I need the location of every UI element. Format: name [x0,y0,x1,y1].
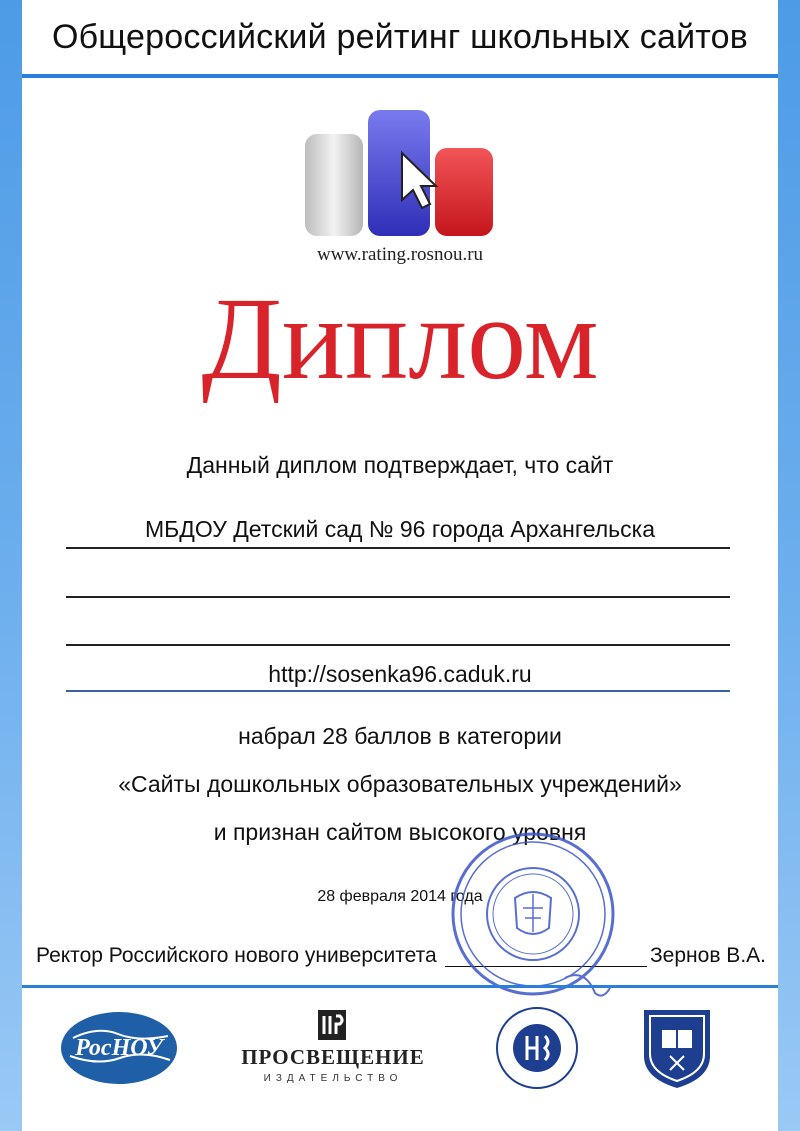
site-url: http://sosenka96.caduk.ru [268,661,532,687]
prosveshchenie-emblem-icon [318,1010,346,1040]
rosnou-logo-icon [58,1008,180,1088]
signatory-name: Зернов В.А. [650,944,766,967]
prosveshchenie-title: ПРОСВЕЩЕНИЕ [241,1045,425,1069]
site-name: МБДОУ Детский сад № 96 города Архангельска [144,516,656,542]
diploma-date: 28 февраля 2014 года [317,888,483,905]
rule-2 [66,596,730,598]
footer-divider [22,985,778,988]
score-line: набрал 28 баллов в категории [238,723,562,749]
signatory-position: Ректор Российского нового университета [36,944,437,967]
category-line: «Сайты дошкольных образовательных учреждений» [118,771,682,797]
crest-shield-icon [640,1006,714,1090]
diploma-title: Диплом [201,273,599,404]
logo-bar-red [435,148,493,236]
intro-text: Данный диплом подтверждает, что сайт [186,452,614,478]
logo-url: www.rating.rosnou.ru [316,244,484,265]
level-line: и признан сайтом высокого уровня [213,819,587,845]
header-bar [22,0,778,78]
rule-url [66,690,730,692]
prosveshchenie-subtitle: ИЗДАТЕЛЬСТВО [263,1073,403,1084]
official-stamp-icon [445,828,625,1008]
logo-bar-gray [305,134,363,236]
rating-logo [300,108,500,238]
rule-1 [66,547,730,549]
hse-logo-icon [495,1006,579,1090]
page-title: Общероссийский рейтинг школьных сайтов [51,17,749,56]
svg-text:РосНОУ: РосНОУ [75,1035,163,1061]
rule-3 [66,644,730,646]
